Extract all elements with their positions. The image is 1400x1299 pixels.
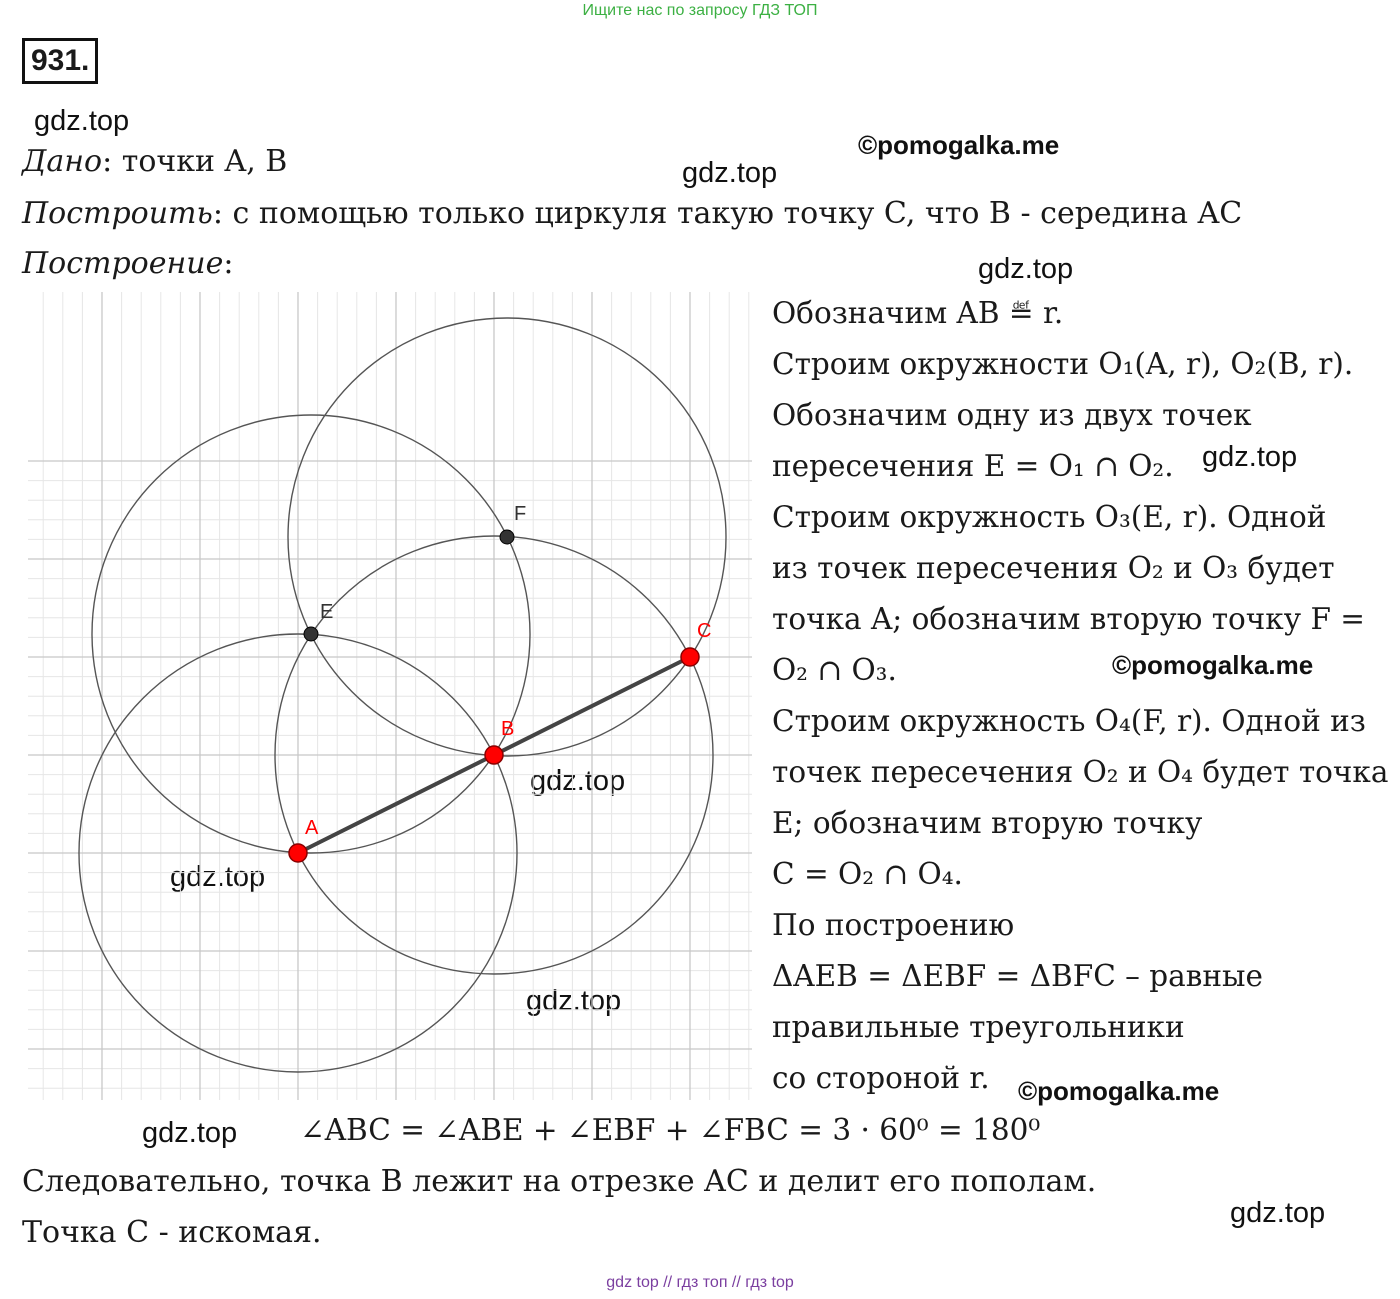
- step-line: E; обозначим вторую точку: [772, 806, 1203, 840]
- step-line: Строим окружность O₄(F, r). Одной из: [772, 704, 1366, 738]
- step-line: C = O₂ ∩ O₄.: [772, 857, 963, 891]
- step-line: Обозначим AB ≝ r.: [772, 296, 1064, 330]
- watermark-pomogalka: ©pomogalka.me: [1018, 1076, 1220, 1106]
- step-line: со стороной r.: [772, 1061, 990, 1095]
- given-line: [22, 142, 287, 182]
- point-a: [289, 844, 307, 862]
- watermark-gdz: gdz.top: [530, 765, 626, 797]
- label-a: A: [305, 817, 319, 839]
- grid: [28, 292, 752, 1100]
- step-line: точек пересечения O₂ и O₄ будет точка: [772, 755, 1389, 789]
- construct-label: Построить: [22, 196, 213, 231]
- point-b: [485, 746, 503, 764]
- watermark-gdz: gdz.top: [1230, 1197, 1326, 1229]
- step-line: Строим окружности O₁(A, r), O₂(B, r).: [772, 347, 1354, 381]
- step-line: По построению: [772, 908, 1015, 942]
- construct-line: [22, 194, 1242, 234]
- step-line: Строим окружность O₃(E, r). Одной: [772, 500, 1327, 534]
- label-b: B: [501, 718, 515, 740]
- watermark-pomogalka: ©pomogalka.me: [858, 130, 1060, 160]
- point-e: [304, 627, 318, 641]
- point-c: [681, 648, 699, 666]
- construction-figure: [28, 292, 752, 1100]
- label-e: E: [320, 601, 334, 623]
- conclusion-line: Следовательно, точка B лежит на отрезке AC и делит его пополам.: [22, 1164, 1097, 1199]
- construction-label: Построение: [22, 246, 224, 281]
- step-line: O₂ ∩ O₃.: [772, 653, 897, 687]
- watermark-gdz: gdz.top: [682, 157, 778, 189]
- angle-equation: ∠ABC = ∠ABE + ∠EBF + ∠FBC = 3 · 60⁰ = 180⁰: [300, 1113, 1041, 1147]
- label-c: C: [697, 620, 712, 642]
- label-f: F: [514, 503, 527, 525]
- watermark-gdz: gdz.top: [1202, 441, 1298, 473]
- step-line: ΔAEB = ΔEBF = ΔBFC – равные: [772, 959, 1263, 993]
- construction-line: [22, 244, 233, 284]
- construct-text: : с помощью только циркуля такую точку C, что B - середина AC: [212, 196, 1243, 231]
- step-line: из точек пересечения O₂ и O₃ будет: [772, 551, 1335, 585]
- given-label: Дано: [22, 144, 103, 179]
- given-text: : точки A, B: [102, 144, 288, 179]
- watermark-pomogalka: ©pomogalka.me: [1112, 650, 1314, 680]
- construction-text: :: [223, 246, 234, 281]
- step-line: пересечения E = O₁ ∩ O₂.: [772, 449, 1174, 483]
- top-banner: Ищите нас по запросу ГДЗ ТОП: [582, 2, 818, 19]
- watermark-gdz: gdz.top: [170, 861, 266, 893]
- watermark-gdz: gdz.top: [526, 985, 622, 1017]
- watermark-gdz: gdz.top: [978, 253, 1074, 285]
- watermark-gdz: gdz.top: [34, 105, 130, 137]
- conclusion-line: Точка C - искомая.: [22, 1215, 322, 1250]
- task-number: 931.: [22, 38, 98, 84]
- point-f: [500, 530, 514, 544]
- step-line: точка A; обозначим вторую точку F =: [772, 602, 1366, 636]
- watermark-gdz: gdz.top: [142, 1117, 238, 1149]
- step-line: Обозначим одну из двух точек: [772, 398, 1252, 432]
- bottom-links[interactable]: gdz top // гдз топ // гдз top: [606, 1274, 794, 1291]
- step-line: правильные треугольники: [772, 1010, 1185, 1044]
